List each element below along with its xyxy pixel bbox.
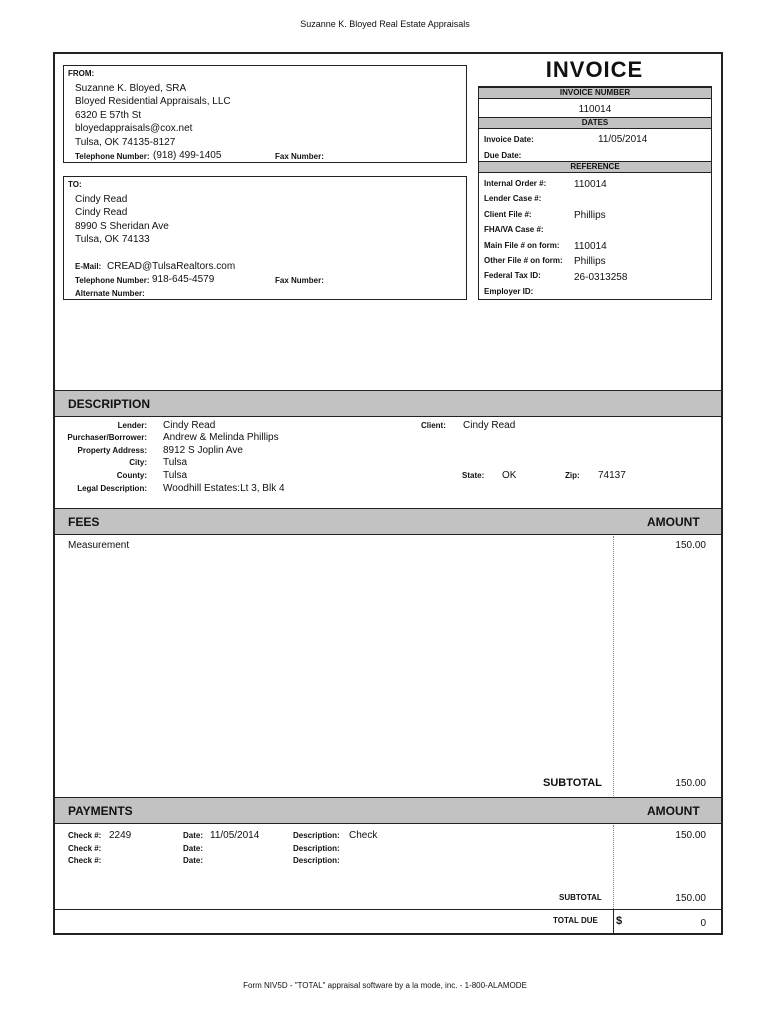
to-telephone-label: Telephone Number:	[75, 276, 150, 285]
payments-bar	[55, 797, 721, 824]
to-alt-label: Alternate Number:	[75, 289, 145, 298]
lender-case-label: Lender Case #:	[484, 194, 542, 203]
to-address: 8990 S Sheridan Ave	[75, 221, 169, 232]
description-bar	[55, 390, 721, 417]
client-label: Client:	[421, 421, 446, 430]
legal-label: Legal Description:	[77, 484, 147, 493]
purchaser-label: Purchaser/Borrower:	[67, 433, 147, 442]
zip-value: 74137	[598, 470, 626, 481]
employer-label: Employer ID:	[484, 287, 534, 296]
county-label: County:	[116, 471, 147, 480]
check-number-1: 2249	[109, 830, 132, 841]
total-due-label: TOTAL DUE	[553, 916, 598, 925]
currency-symbol: $	[616, 915, 623, 927]
to-telephone: 918-645-4579	[152, 274, 215, 285]
city-label: City:	[129, 458, 147, 467]
internal-order: 110014	[574, 179, 607, 190]
from-email: bloyedappraisals@cox.net	[75, 123, 193, 134]
state-label: State:	[462, 471, 485, 480]
fees-subtotal: 150.00	[675, 778, 706, 789]
date-label-2: Date:	[183, 844, 204, 853]
desc-label-1: Description:	[293, 831, 340, 840]
fee-item: Measurement	[68, 540, 130, 551]
payments-amount-header: AMOUNT	[647, 804, 700, 818]
total-due-value: 0	[700, 918, 706, 929]
client-value: Cindy Read	[463, 420, 516, 431]
lender-label: Lender:	[117, 421, 147, 430]
county-value: Tulsa	[163, 470, 188, 481]
total-divider	[613, 909, 614, 933]
to-fax-label: Fax Number:	[275, 276, 324, 285]
fees-subtotal-label: SUBTOTAL	[543, 777, 602, 789]
due-date-label: Due Date:	[484, 151, 522, 160]
fees-divider	[613, 536, 614, 796]
client-file: Phillips	[574, 210, 606, 221]
other-file: Phillips	[574, 256, 606, 267]
reference-header: REFERENCE	[479, 161, 711, 173]
fees-bar	[55, 508, 721, 535]
to-email: CREAD@TulsaRealtors.com	[107, 261, 236, 272]
check-label-1: Check #:	[68, 831, 102, 840]
from-name: Suzanne K. Bloyed, SRA	[75, 83, 187, 94]
desc-label-2: Description:	[293, 844, 340, 853]
check-label-2: Check #:	[68, 844, 102, 853]
to-email-label: E-Mail:	[75, 262, 102, 271]
to-label: TO:	[68, 180, 82, 189]
invoice-title: INVOICE	[545, 57, 644, 82]
payments-header: PAYMENTS	[68, 804, 133, 818]
purchaser-value: Andrew & Melinda Phillips	[163, 432, 279, 443]
from-telephone-label: Telephone Number:	[75, 152, 150, 161]
invoice-number-header: INVOICE NUMBER	[479, 87, 711, 99]
from-telephone: (918) 499-1405	[153, 150, 222, 161]
invoice-number: 110014	[578, 104, 612, 115]
invoice-date-label: Invoice Date:	[484, 135, 534, 144]
dates-header: DATES	[479, 117, 711, 129]
from-company: Bloyed Residential Appraisals, LLC	[75, 96, 231, 107]
description-header: DESCRIPTION	[68, 397, 151, 411]
main-file-label: Main File # on form:	[484, 241, 560, 250]
to-name1: Cindy Read	[75, 194, 128, 205]
from-city: Tulsa, OK 74135-8127	[75, 137, 176, 148]
check-label-3: Check #:	[68, 856, 102, 865]
page-header: Suzanne K. Bloyed Real Estate Appraisals	[300, 19, 470, 29]
fees-amount-header: AMOUNT	[647, 515, 700, 529]
city-value: Tulsa	[163, 457, 188, 468]
state-value: OK	[502, 470, 517, 481]
fee-item-amount: 150.00	[675, 540, 706, 551]
total-separator	[55, 909, 721, 910]
property-value: 8912 S Joplin Ave	[163, 445, 243, 456]
client-file-label: Client File #:	[484, 210, 532, 219]
invoice-date: 11/05/2014	[598, 134, 648, 145]
federal-tax: 26-0313258	[574, 272, 628, 283]
from-fax-label: Fax Number:	[275, 152, 324, 161]
footer: Form NIV5D - "TOTAL" appraisal software by a la mode, inc. - 1-800-ALAMODE	[243, 981, 527, 990]
date-label-3: Date:	[183, 856, 204, 865]
to-city: Tulsa, OK 74133	[75, 234, 150, 245]
payments-subtotal: 150.00	[675, 893, 706, 904]
zip-label: Zip:	[565, 471, 580, 480]
lender-value: Cindy Read	[163, 420, 216, 431]
payments-subtotal-label: SUBTOTAL	[559, 893, 602, 902]
to-name2: Cindy Read	[75, 207, 128, 218]
payment-date-1: 11/05/2014	[210, 830, 260, 841]
internal-order-label: Internal Order #:	[484, 179, 547, 188]
other-file-label: Other File # on form:	[484, 256, 563, 265]
desc-label-3: Description:	[293, 856, 340, 865]
date-label-1: Date:	[183, 831, 204, 840]
from-label: FROM:	[68, 69, 95, 78]
payments-divider	[613, 825, 614, 909]
from-address: 6320 E 57th St	[75, 110, 142, 121]
federal-tax-label: Federal Tax ID:	[484, 271, 541, 280]
legal-value: Woodhill Estates:Lt 3, Blk 4	[163, 483, 285, 494]
fha-label: FHA/VA Case #:	[484, 225, 544, 234]
payment-desc-1: Check	[349, 830, 378, 841]
main-file: 110014	[574, 241, 607, 252]
fees-header: FEES	[68, 515, 100, 529]
payment-amount-1: 150.00	[675, 830, 706, 841]
property-label: Property Address:	[77, 446, 147, 455]
